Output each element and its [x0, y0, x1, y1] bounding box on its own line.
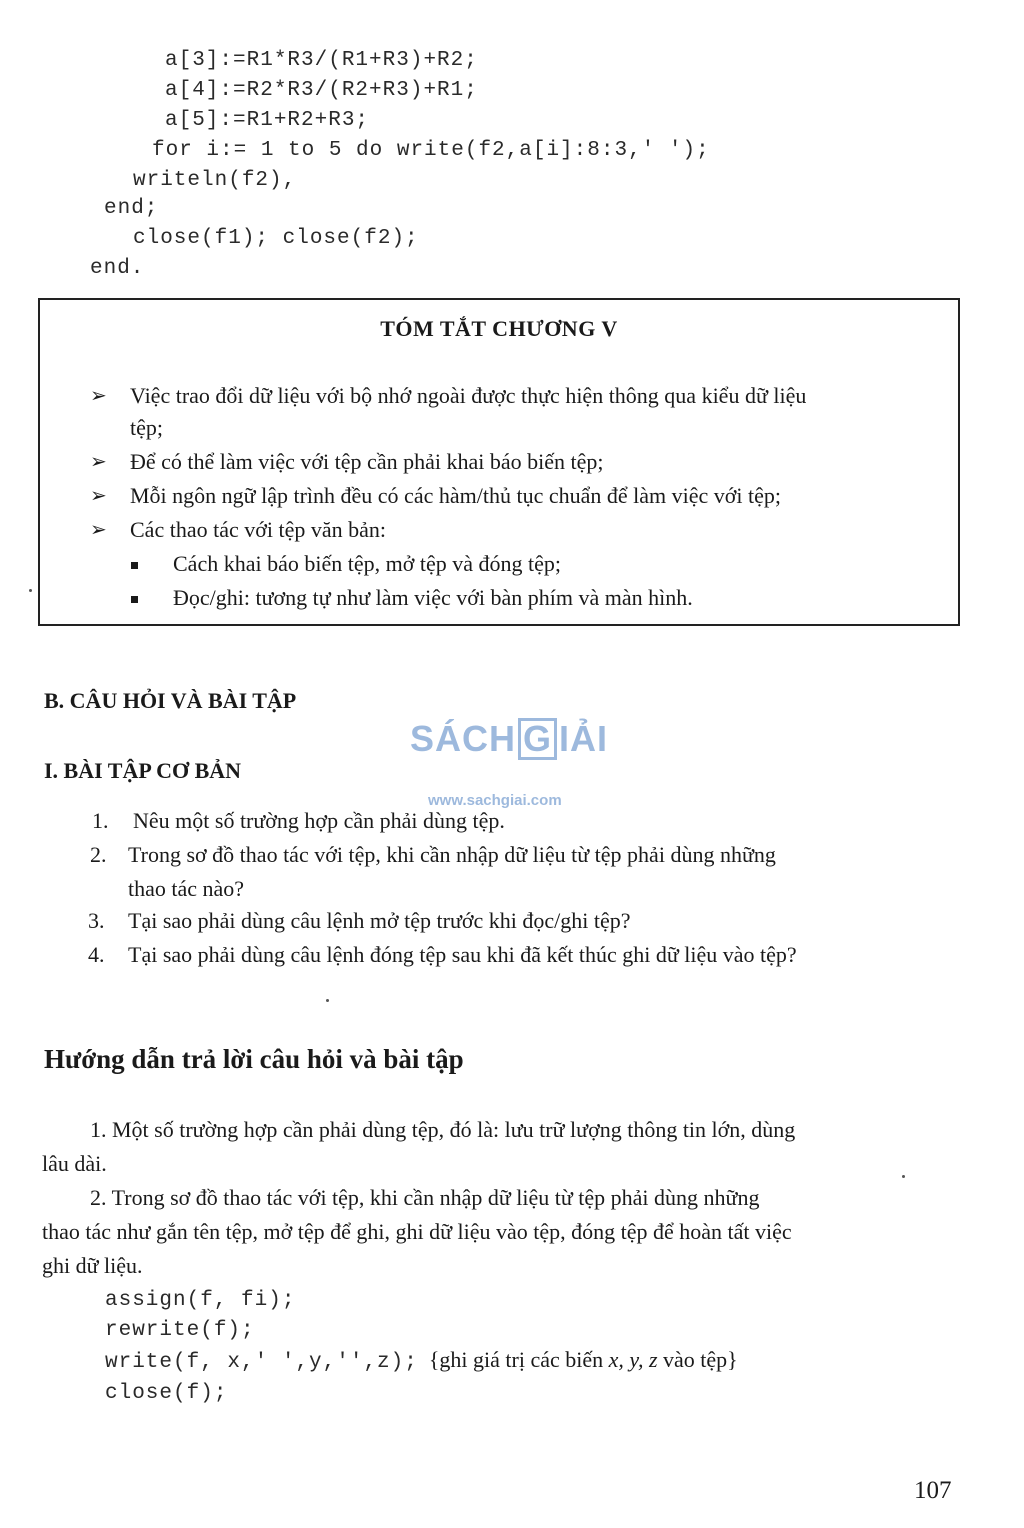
watermark-logo-box: G [518, 718, 557, 760]
page-number: 107 [914, 1477, 952, 1504]
arrow-bullet-icon: ➢ [90, 519, 107, 541]
summary-sub-bullet: Cách khai báo biến tệp, mở tệp và đóng tệp; [173, 551, 561, 576]
chapter-summary-box [38, 298, 960, 626]
question-number: 4. [88, 942, 105, 967]
question-number: 2. [90, 842, 107, 867]
question-number: 1. [92, 808, 109, 833]
square-bullet-icon [131, 596, 138, 603]
summary-bullet: Các thao tác với tệp văn bản: [130, 517, 386, 542]
arrow-bullet-icon: ➢ [90, 451, 107, 473]
summary-bullet: Mỗi ngôn ngữ lập trình đều có các hàm/thủ tục chuẩn để làm việc với tệp; [130, 483, 781, 508]
scan-speck [29, 589, 32, 592]
answer-text: lâu dài. [42, 1151, 107, 1176]
arrow-bullet-icon: ➢ [90, 485, 107, 507]
square-bullet-icon [131, 562, 138, 569]
code-line: a[3]:=R1*R3/(R1+R3)+R2; [165, 49, 478, 72]
question-text: Tại sao phải dùng câu lệnh đóng tệp sau khi đã kết thúc ghi dữ liệu vào tệp? [128, 942, 797, 967]
summary-bullet: Việc trao đổi dữ liệu với bộ nhớ ngoài được thực hiện thông qua kiểu dữ liệu [130, 383, 807, 408]
question-text: Tại sao phải dùng câu lệnh mở tệp trước khi đọc/ghi tệp? [128, 908, 631, 933]
answer-text: ghi dữ liệu. [42, 1253, 143, 1278]
code-comment: {ghi giá trị các biến [428, 1347, 609, 1372]
code-line: assign(f, fi); [105, 1289, 296, 1312]
code-line: writeln(f2), [133, 169, 297, 192]
code-comment: vào tệp} [657, 1347, 738, 1372]
code-line: a[5]:=R1+R2+R3; [165, 109, 370, 132]
answer-text: thao tác như gắn tên tệp, mở tệp để ghi, ghi dữ liệu vào tệp, đóng tệp để hoàn tất việc [42, 1219, 792, 1244]
question-number: 3. [88, 908, 105, 933]
summary-sub-bullet: Đọc/ghi: tương tự như làm việc với bàn phím và màn hình. [173, 585, 693, 610]
scan-speck [902, 1175, 905, 1178]
question-text: Nêu một số trường hợp cần phải dùng tệp. [133, 808, 505, 833]
summary-title: TÓM TẮT CHƯƠNG V [380, 316, 618, 341]
code-statement: write(f, x,' ',y,'',z); [105, 1351, 418, 1374]
subsection-heading: I. BÀI TẬP CƠ BẢN [44, 758, 242, 783]
question-text-continued: thao tác nào? [128, 876, 245, 901]
arrow-bullet-icon: ➢ [90, 385, 107, 407]
section-heading: B. CÂU HỎI VÀ BÀI TẬP [44, 688, 297, 713]
code-line: end. [90, 257, 145, 280]
watermark-logo-right: IẢI [559, 718, 609, 759]
code-line-with-comment [105, 1349, 738, 1373]
guide-heading: Hướng dẫn trả lời câu hỏi và bài tập [44, 1044, 464, 1074]
question-text: Trong sơ đồ thao tác với tệp, khi cần nhập dữ liệu từ tệp phải dùng những [128, 842, 776, 867]
summary-bullet-continued: tệp; [130, 415, 163, 440]
answer-text: 2. Trong sơ đồ thao tác với tệp, khi cần nhập dữ liệu từ tệp phải dùng những [90, 1185, 760, 1210]
code-line: close(f1); close(f2); [133, 227, 419, 250]
code-line: end; [104, 197, 159, 220]
code-comment-vars: x, y, z [608, 1347, 658, 1372]
code-line: for i:= 1 to 5 do write(f2,a[i]:8:3,' '); [152, 139, 710, 162]
code-line: close(f); [105, 1382, 228, 1405]
watermark-logo-left: SÁCH [410, 718, 517, 759]
watermark-logo [410, 718, 608, 760]
code-line: rewrite(f); [105, 1319, 255, 1342]
scan-speck [326, 999, 329, 1002]
summary-bullet: Để có thể làm việc với tệp cần phải khai báo biến tệp; [130, 449, 604, 474]
answer-text: 1. Một số trường hợp cần phải dùng tệp, đó là: lưu trữ lượng thông tin lớn, dùng [90, 1117, 796, 1142]
watermark-url: www.sachgiai.com [428, 792, 562, 809]
code-line: a[4]:=R2*R3/(R2+R3)+R1; [165, 79, 478, 102]
